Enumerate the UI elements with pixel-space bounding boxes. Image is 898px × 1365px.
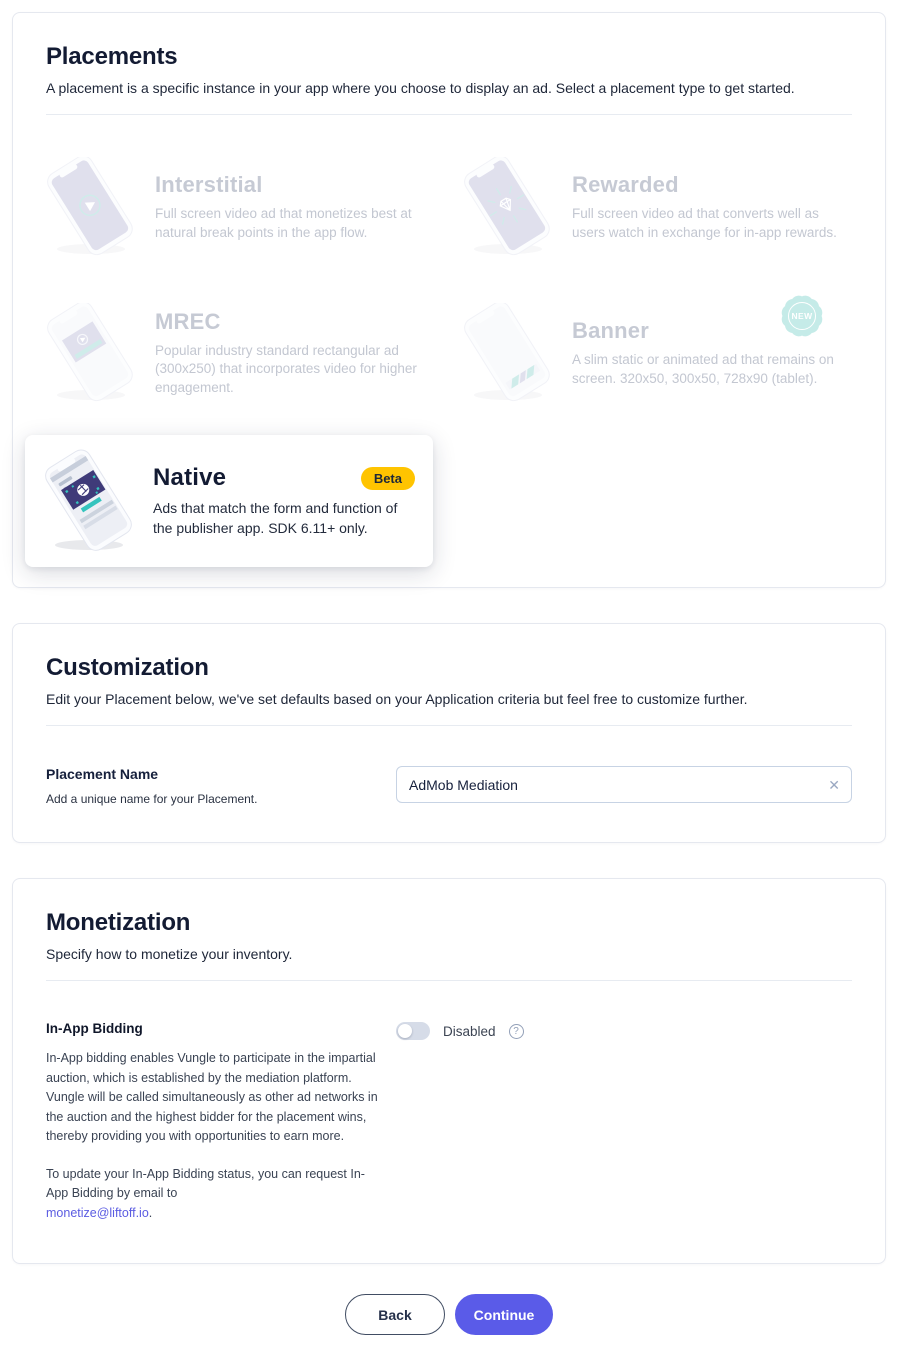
rewarded-phone-icon: [452, 157, 564, 257]
placement-type-mrec[interactable]: [35, 303, 438, 403]
request-text: To update your In-App Bidding status, you can request In-App Bidding by email to: [46, 1166, 365, 1200]
type-description: Ads that match the form and function of the publisher app. SDK 6.11+ only.: [153, 500, 398, 536]
placements-card: [12, 12, 886, 588]
placement-name-label: Placement Name: [46, 766, 159, 782]
help-icon[interactable]: ?: [509, 1024, 524, 1039]
type-title: Interstitial: [155, 171, 263, 197]
monetize-email-link[interactable]: monetize@liftoff.io: [46, 1205, 149, 1220]
placement-name-row: [13, 726, 885, 842]
customization-subtitle: Edit your Placement below, we've set defaults based on your Application criteria but feel free to customize further.: [46, 691, 748, 707]
in-app-bidding-request-text: [46, 1165, 382, 1224]
in-app-bidding-description: In-App bidding enables Vungle to participate in the impartial auction, which is established by the mediation platform. Vungle will be called simultaneously as other ad networks in the auction and the highest bidder for the placement wins, thereby providing you with opportunities to earn more.: [46, 1051, 378, 1143]
in-app-bidding-row: [13, 981, 885, 1263]
type-description: A slim static or animated ad that remains on screen. 320x50, 300x50, 728x90 (tablet).: [572, 351, 834, 386]
back-button[interactable]: Back: [345, 1294, 445, 1335]
customization-title: Customization: [46, 654, 209, 681]
placements-title: Placements: [46, 43, 178, 70]
type-title: Banner: [572, 317, 649, 343]
placement-type-native[interactable]: [25, 435, 433, 567]
monetization-card: [12, 878, 886, 1264]
type-title: Rewarded: [572, 171, 679, 197]
interstitial-phone-icon: [35, 157, 147, 257]
banner-phone-icon: [452, 303, 564, 403]
in-app-bidding-label: In-App Bidding: [46, 1021, 143, 1036]
customization-card: [12, 623, 886, 843]
placement-name-input[interactable]: [396, 766, 852, 803]
toggle-knob: [398, 1024, 412, 1038]
divider: [46, 114, 852, 115]
footer-actions: [0, 1294, 898, 1335]
placement-name-hint: Add a unique name for your Placement.: [46, 792, 258, 806]
new-badge-label: NEW: [788, 302, 816, 330]
clear-input-icon[interactable]: ✕: [828, 776, 840, 793]
mrec-phone-icon: [35, 303, 147, 403]
bidding-status-label: Disabled: [443, 1023, 496, 1039]
native-phone-icon: [33, 449, 145, 553]
beta-badge: Beta: [361, 467, 415, 490]
link-suffix: .: [148, 1205, 153, 1220]
new-badge-seal: [779, 293, 825, 339]
placement-types-grid: [13, 157, 885, 587]
type-description: Full screen video ad that monetizes best at natural break points in the app flow.: [155, 205, 412, 240]
monetization-subtitle: Specify how to monetize your inventory.: [46, 946, 293, 962]
placement-type-banner[interactable]: [452, 303, 855, 403]
placement-type-interstitial[interactable]: [35, 157, 438, 257]
placements-subtitle: A placement is a specific instance in your app where you choose to display an ad. Select a placement type to get started.: [46, 80, 795, 96]
placement-type-rewarded[interactable]: [452, 157, 855, 257]
type-title: Native: [153, 464, 227, 492]
type-description: Popular industry standard rectangular ad (300x250) that incorporates video for higher engagement.: [155, 342, 417, 395]
monetization-title: Monetization: [46, 909, 191, 936]
type-description: Full screen video ad that converts well as users watch in exchange for in-app rewards.: [572, 205, 837, 240]
type-title: MREC: [155, 308, 221, 334]
in-app-bidding-toggle[interactable]: [396, 1022, 430, 1040]
continue-button[interactable]: Continue: [455, 1294, 553, 1335]
